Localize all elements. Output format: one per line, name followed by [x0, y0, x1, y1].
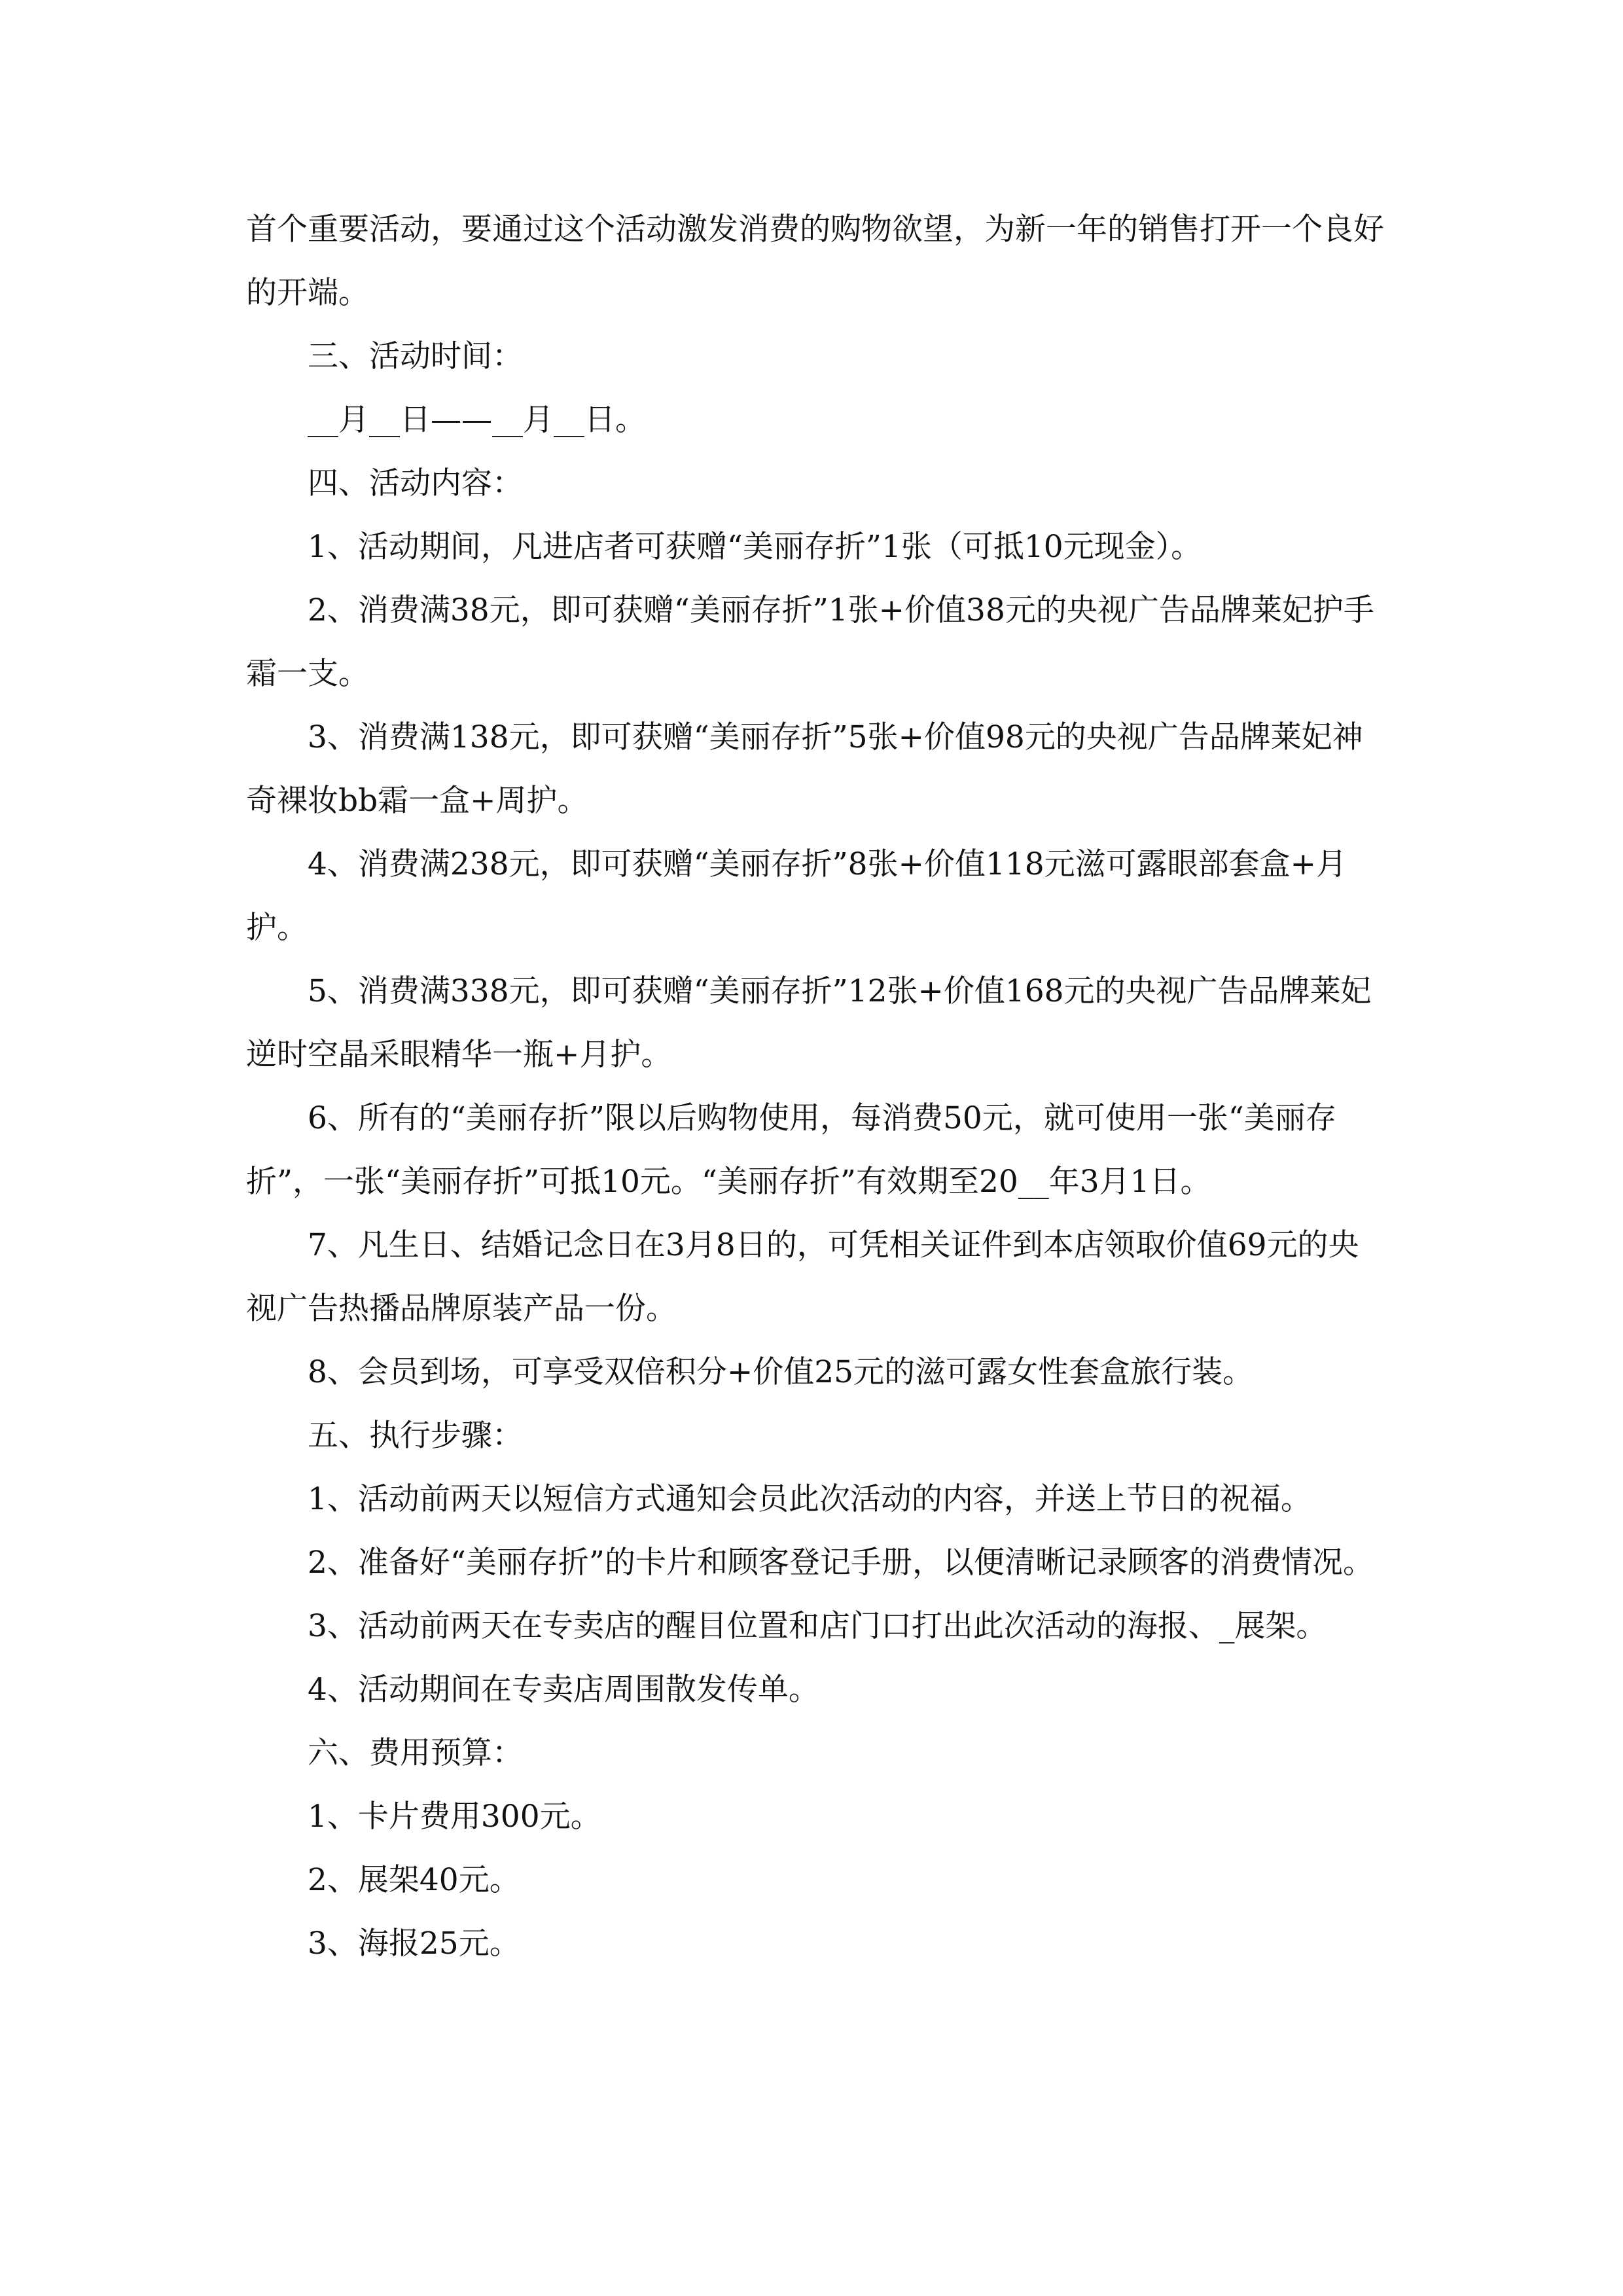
heading-cost-budget: 六、费用预算： — [308, 1735, 523, 1771]
paragraph-intro-continuation: 首个重要活动，要通过这个活动激发消费的购物欲望，为新一年的销售打开一个良好的开端。 — [246, 211, 1384, 311]
budget-item-1: 1、卡片费用300元。 — [308, 1799, 601, 1835]
step-item-3: 3、活动前两天在专卖店的醒目位置和店门口打出此次活动的海报、_展架。 — [308, 1608, 1327, 1644]
step-item-4: 4、活动期间在专卖店周围散发传单。 — [308, 1672, 819, 1708]
budget-item-2: 2、展架40元。 — [308, 1862, 520, 1898]
heading-execution-steps: 五、执行步骤： — [308, 1418, 523, 1454]
content-item-6: 6、所有的“美丽存折”限以后购物使用，每消费50元，就可使用一张“美丽存折”，一张“美丽存折”可抵10元。“美丽存折”有效期至20__年3月1日。 — [246, 1100, 1336, 1200]
content-item-4: 4、消费满238元，即可获赠“美丽存折”8张+价值118元滋可露眼部套盒+月护。 — [246, 846, 1347, 946]
content-item-2: 2、消费满38元，即可获赠“美丽存折”1张+价值38元的央视广告品牌莱妃护手霜一支。 — [246, 592, 1374, 692]
step-item-2: 2、准备好“美丽存折”的卡片和顾客登记手册，以便清晰记录顾客的消费情况。 — [308, 1545, 1374, 1581]
budget-item-3: 3、海报25元。 — [308, 1926, 520, 1962]
paragraph-activity-dates: __月__日——__月__日。 — [308, 402, 646, 438]
document-body — [246, 198, 1388, 1975]
content-item-1: 1、活动期间，凡进店者可获赠“美丽存折”1张（可抵10元现金）。 — [308, 529, 1202, 565]
step-item-1: 1、活动前两天以短信方式通知会员此次活动的内容，并送上节日的祝福。 — [308, 1481, 1311, 1517]
heading-activity-time: 三、活动时间： — [308, 338, 523, 374]
content-item-7: 7、凡生日、结婚记念日在3月8日的，可凭相关证件到本店领取价值69元的央视广告热播品牌原装产品一份。 — [246, 1227, 1359, 1327]
content-item-3: 3、消费满138元，即可获赠“美丽存折”5张+价值98元的央视广告品牌莱妃神奇裸妆bb霜一盒+周护。 — [246, 719, 1363, 819]
content-item-8: 8、会员到场，可享受双倍积分+价值25元的滋可露女性套盒旅行装。 — [308, 1354, 1254, 1390]
content-item-5: 5、消费满338元，即可获赠“美丽存折”12张+价值168元的央视广告品牌莱妃逆时空晶采眼精华一瓶+月护。 — [246, 973, 1372, 1073]
heading-activity-content: 四、活动内容： — [308, 465, 523, 501]
